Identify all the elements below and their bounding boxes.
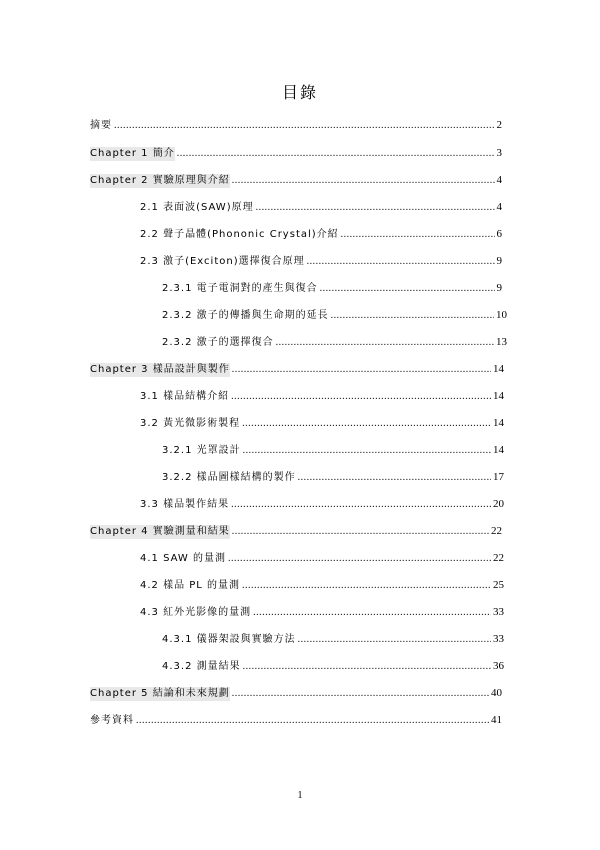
toc-entry-label: 3.3 樣品製作結果 — [140, 499, 230, 510]
toc-entry-label: 2.2 聲子晶體(Phononic Crystal)介紹 — [140, 229, 339, 240]
toc-entry[interactable] — [162, 659, 504, 674]
toc-entry-label: 3.1 樣品結構介紹 — [140, 391, 230, 402]
toc-entry-page: 17 — [493, 471, 504, 483]
toc-entry-label: Chapter 3 樣品設計與製作 — [90, 364, 230, 375]
toc-entry-page: 14 — [493, 390, 504, 402]
dot-leader — [253, 606, 491, 620]
toc-entry-page: 14 — [493, 363, 504, 375]
dot-leader — [231, 390, 491, 404]
dot-leader — [136, 714, 489, 728]
dot-leader — [228, 552, 491, 566]
dot-leader — [232, 174, 495, 188]
toc-entry-page: 4 — [496, 201, 502, 213]
toc-entry-label: 3.2.1 光罩設計 — [162, 445, 241, 456]
dot-leader — [114, 119, 495, 133]
toc-entry-page: 9 — [496, 255, 502, 267]
toc-entry-label: 4.1 SAW 的量測 — [140, 553, 226, 564]
toc-entry-page: 25 — [493, 579, 504, 591]
toc-entry-label: 4.3.2 測量結果 — [162, 661, 241, 672]
toc-entry-page: 36 — [493, 660, 504, 672]
toc-entry[interactable] — [90, 686, 502, 701]
dot-leader — [298, 471, 491, 485]
toc-entry-label: 2.3.2 激子的選擇復合 — [162, 337, 274, 348]
toc-entry[interactable] — [140, 497, 504, 512]
toc-entry[interactable] — [140, 227, 502, 242]
dot-leader — [298, 633, 491, 647]
toc-entry[interactable] — [140, 605, 504, 620]
toc-entry-page: 6 — [496, 228, 502, 240]
toc-entry-page: 40 — [491, 687, 502, 699]
toc-entry-label: 3.2.2 樣品圖樣結構的製作 — [162, 472, 296, 483]
toc-entry[interactable] — [140, 254, 502, 269]
toc-entry[interactable] — [140, 389, 504, 404]
dot-leader — [320, 282, 495, 296]
toc-title: 目錄 — [281, 83, 318, 102]
toc-entry-page: 41 — [491, 714, 502, 726]
toc-entry-page: 2 — [496, 119, 502, 131]
dot-leader — [243, 660, 491, 674]
toc-entry[interactable] — [140, 551, 504, 566]
toc-entry-label: Chapter 2 實驗原理與介紹 — [90, 175, 230, 186]
toc-entry[interactable] — [90, 713, 502, 728]
dot-leader — [307, 255, 495, 269]
toc-entry-label: 2.3.1 電子電洞對的產生與復合 — [162, 283, 318, 294]
toc-entry[interactable] — [90, 524, 502, 539]
toc-entry-label: 4.2 樣品 PL 的量測 — [140, 580, 241, 591]
toc-entry[interactable] — [140, 578, 504, 593]
page-number: 1 — [297, 790, 303, 801]
toc-entry-page: 14 — [493, 417, 504, 429]
dot-leader — [242, 417, 491, 431]
toc-entry-page: 4 — [496, 174, 502, 186]
toc-entry-label: 摘要 — [90, 120, 112, 131]
toc-entry-label: 參考資料 — [90, 715, 134, 726]
toc-entry[interactable] — [140, 416, 504, 431]
toc-entry-page: 22 — [493, 552, 504, 564]
dot-leader — [276, 336, 494, 350]
toc-entry-label: 3.2 黃光微影術製程 — [140, 418, 241, 429]
toc-entry-page: 33 — [493, 606, 504, 618]
toc-entry-label: 2.3.2 激子的傳播與生命期的延長 — [162, 310, 329, 321]
toc-entry-label: 2.1 表面波(SAW)原理 — [140, 202, 254, 213]
toc-entry[interactable] — [162, 470, 504, 485]
toc-entry[interactable] — [162, 308, 507, 323]
toc-entry[interactable] — [162, 335, 507, 350]
toc-entry-page: 22 — [491, 525, 502, 537]
toc-entry[interactable] — [90, 146, 502, 161]
dot-leader — [232, 363, 491, 377]
toc-entry[interactable] — [162, 281, 502, 296]
dot-leader — [331, 309, 494, 323]
toc-entry[interactable] — [90, 362, 504, 377]
toc-entry-label: 4.3.1 儀器架設與實驗方法 — [162, 634, 296, 645]
dot-leader — [232, 525, 489, 539]
toc-entry-label: Chapter 4 實驗測量和結果 — [90, 526, 230, 537]
toc-entry[interactable] — [162, 443, 504, 458]
toc-entry-label: 4.3 紅外光影像的量測 — [140, 607, 252, 618]
toc-entry[interactable] — [90, 118, 502, 133]
dot-leader — [232, 687, 489, 701]
toc-entry-page: 9 — [496, 282, 502, 294]
dot-leader — [242, 579, 491, 593]
toc-entry[interactable] — [162, 632, 504, 647]
toc-entry[interactable] — [90, 173, 502, 188]
toc-entry-page: 20 — [493, 498, 504, 510]
toc-entry-page: 10 — [496, 309, 507, 321]
toc-entry-page: 33 — [493, 633, 504, 645]
toc-entry-page: 14 — [493, 444, 504, 456]
dot-leader — [231, 498, 491, 512]
toc-entry[interactable] — [140, 200, 502, 215]
dot-leader — [177, 147, 495, 161]
toc-entry-page: 13 — [496, 336, 507, 348]
dot-leader — [243, 444, 491, 458]
dot-leader — [341, 228, 495, 242]
dot-leader — [256, 201, 495, 215]
toc-entry-label: 2.3 激子(Exciton)選擇復合原理 — [140, 256, 305, 267]
toc-entry-label: Chapter 1 簡介 — [90, 148, 175, 159]
toc-entry-label: Chapter 5 結論和未來規劃 — [90, 688, 230, 699]
toc-entry-page: 3 — [496, 147, 502, 159]
